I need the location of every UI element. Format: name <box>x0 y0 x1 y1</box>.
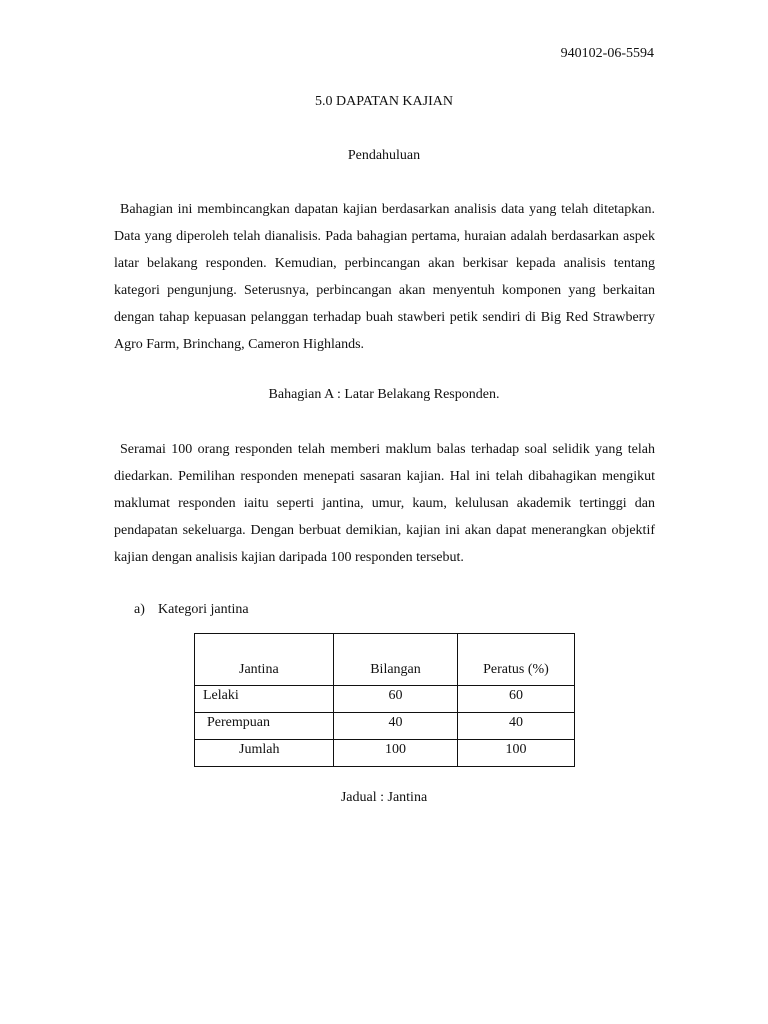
table-row <box>195 686 575 713</box>
table-header-cell: Jantina <box>195 634 334 686</box>
section-heading: 5.0 DAPATAN KAJIAN <box>315 94 453 109</box>
table-cell: 40 <box>334 713 458 740</box>
table-cell: 100 <box>334 740 458 767</box>
table-header-cell: Bilangan <box>334 634 458 686</box>
table-cell: 60 <box>458 686 575 713</box>
list-item-text: Kategori jantina <box>158 602 249 617</box>
table-row <box>195 740 575 767</box>
document-id: 940102-06-5594 <box>560 46 654 61</box>
list-marker: a) <box>134 602 145 617</box>
list-item-gender-category <box>134 602 249 618</box>
table-row <box>195 713 575 740</box>
table-cell: Perempuan <box>195 713 334 740</box>
table-cell: Lelaki <box>195 686 334 713</box>
table-cell: Jumlah <box>195 740 334 767</box>
section-a-title: Bahagian A : Latar Belakang Responden. <box>268 387 500 402</box>
table-header-row <box>195 634 575 686</box>
gender-table <box>194 633 575 767</box>
table-header-cell: Peratus (%) <box>458 634 575 686</box>
paragraph-respondents: Seramai 100 orang responden telah memberi maklum balas terhadap soal selidik yang telah diedarkan. Pemilihan responden menepati sasaran kajian. Hal ini telah dibahagikan mengikut maklumat responden iaitu seperti jantina, umur, kaum, kelulusan akademik tertinggi dan pendapatan sekeluarga. Dengan berbuat demikian, kajian ini akan dapat menerangkan objektif kajian dengan analisis kajian daripada 100 responden tersebut. <box>114 442 655 565</box>
table-cell: 40 <box>458 713 575 740</box>
table-caption: Jadual : Jantina <box>340 790 428 805</box>
paragraph-introduction: Bahagian ini membincangkan dapatan kajian berdasarkan analisis data yang telah ditetapkan. Data yang diperoleh telah dianalisis. Pada bahagian pertama, huraian adalah berdasarkan aspek latar belakang responden. Kemudian, perbincangan akan berkisar kepada analisis tentang kategori pengunjung. Seterusnya, perbincangan akan menyentuh komponen yang berkaitan dengan tahap kepuasan pelanggan terhadap buah stawberi petik sendiri di Big Red Strawberry Agro Farm, Brinchang, Cameron Highlands. <box>114 202 655 352</box>
table-cell: 100 <box>458 740 575 767</box>
table-cell: 60 <box>334 686 458 713</box>
subheading-introduction: Pendahuluan <box>347 148 421 163</box>
